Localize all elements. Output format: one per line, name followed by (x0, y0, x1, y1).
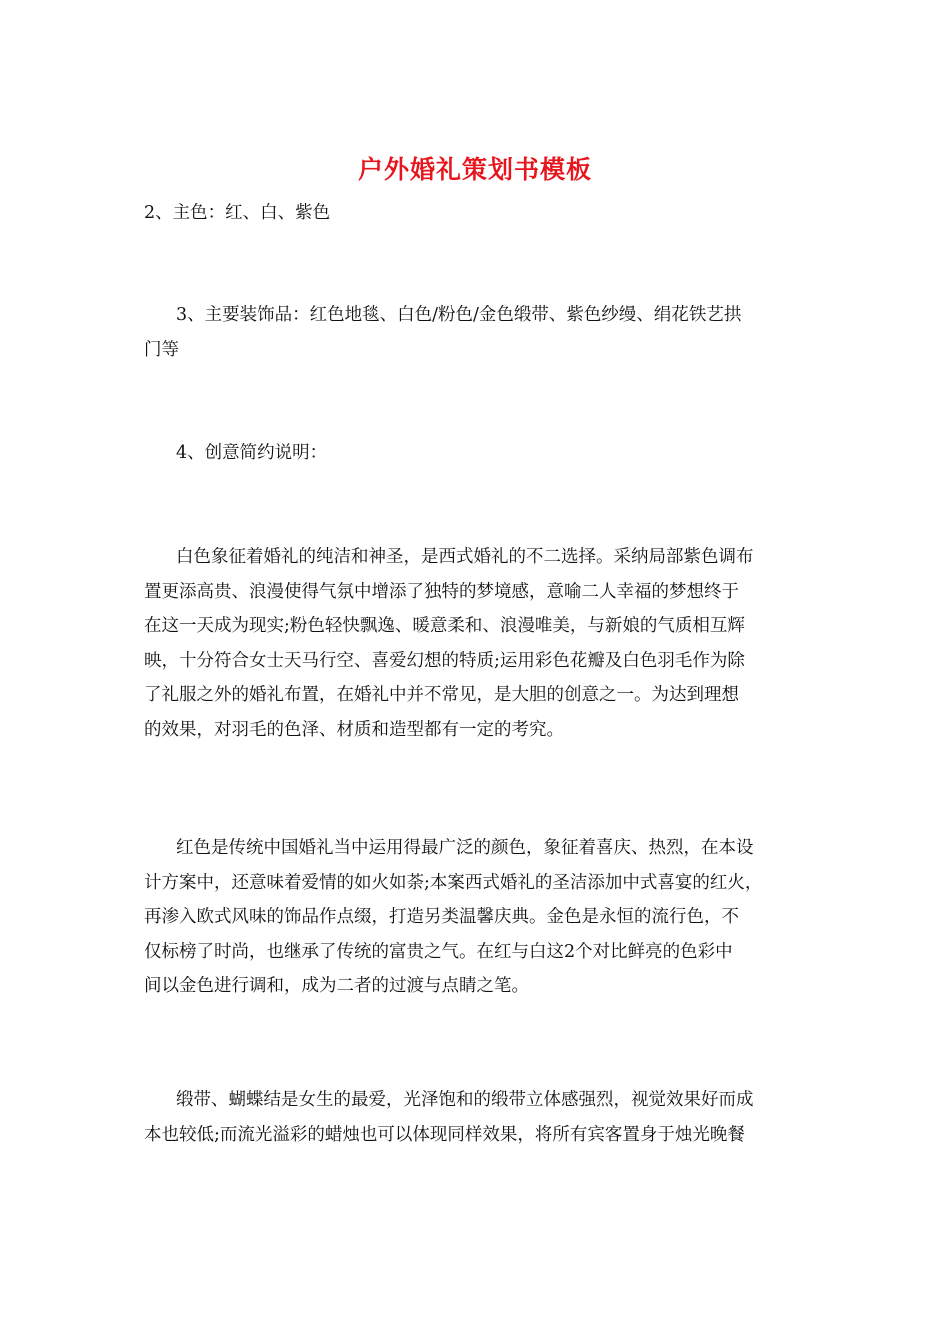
item-creative-summary (144, 436, 812, 471)
paragraph-white-line: 白色象征着婚礼的纯洁和神圣，是西式婚礼的不二选择。采纳局部紫色调布 (176, 547, 754, 567)
item-creative-summary-text: 4、创意简约说明： (176, 443, 328, 463)
paragraph-white-line: 置更添高贵、浪漫使得气氛中增添了独特的梦境感，意喻二人幸福的梦想终于 (144, 581, 739, 602)
paragraph-white-line: 了礼服之外的婚礼布置，在婚礼中并不常见，是大胆的创意之一。为达到理想 (144, 685, 739, 705)
paragraph-red-line: 仅标榜了时尚，也继承了传统的富贵之气。在红与白这2个对比鲜亮的色彩中 (144, 941, 733, 962)
paragraph-white-line: 的效果，对羽毛的色泽、材质和造型都有一定的考究。 (144, 719, 564, 740)
item-decorations-line-2: 门等 (144, 339, 179, 360)
paragraph-red-line: 间以金色进行调和，成为二者的过渡与点睛之笔。 (144, 976, 529, 996)
item-primary-colors-text: 2、主色：红、白、紫色 (144, 203, 331, 223)
item-decorations-line-1: 3、主要装饰品：红色地毯、白色/粉色/金色缎带、紫色纱缦、绢花铁艺拱 (176, 305, 742, 325)
document-title: 户外婚礼策划书模板 (357, 155, 592, 184)
paragraph-red-line: 计方案中，还意味着爱情的如火如荼;本案西式婚礼的圣洁添加中式喜宴的红火， (144, 872, 763, 893)
paragraph-ribbons-line: 缎带、蝴蝶结是女生的最爱，光泽饱和的缎带立体感强烈，视觉效果好而成 (176, 1090, 754, 1110)
paragraph-red-line: 红色是传统中国婚礼当中运用得最广泛的颜色，象征着喜庆、热烈，在本设 (176, 838, 754, 858)
paragraph-white-line: 在这一天成为现实;粉色轻快飘逸、暖意柔和、浪漫唯美，与新娘的气质相互辉 (144, 616, 745, 636)
paragraph-ribbons (144, 1083, 812, 1152)
item-decorations (144, 298, 812, 367)
paragraph-red-line: 再渗入欧式风味的饰品作点缀，打造另类温馨庆典。金色是永恒的流行色，不 (144, 907, 739, 927)
paragraph-white (144, 540, 812, 747)
paragraph-ribbons-line: 本也较低;而流光溢彩的蜡烛也可以体现同样效果，将所有宾客置身于烛光晚餐 (144, 1124, 745, 1145)
item-primary-colors (144, 196, 812, 231)
paragraph-red (144, 831, 812, 1004)
paragraph-white-line: 映，十分符合女士天马行空、喜爱幻想的特质;运用彩色花瓣及白色羽毛作为除 (144, 650, 745, 671)
